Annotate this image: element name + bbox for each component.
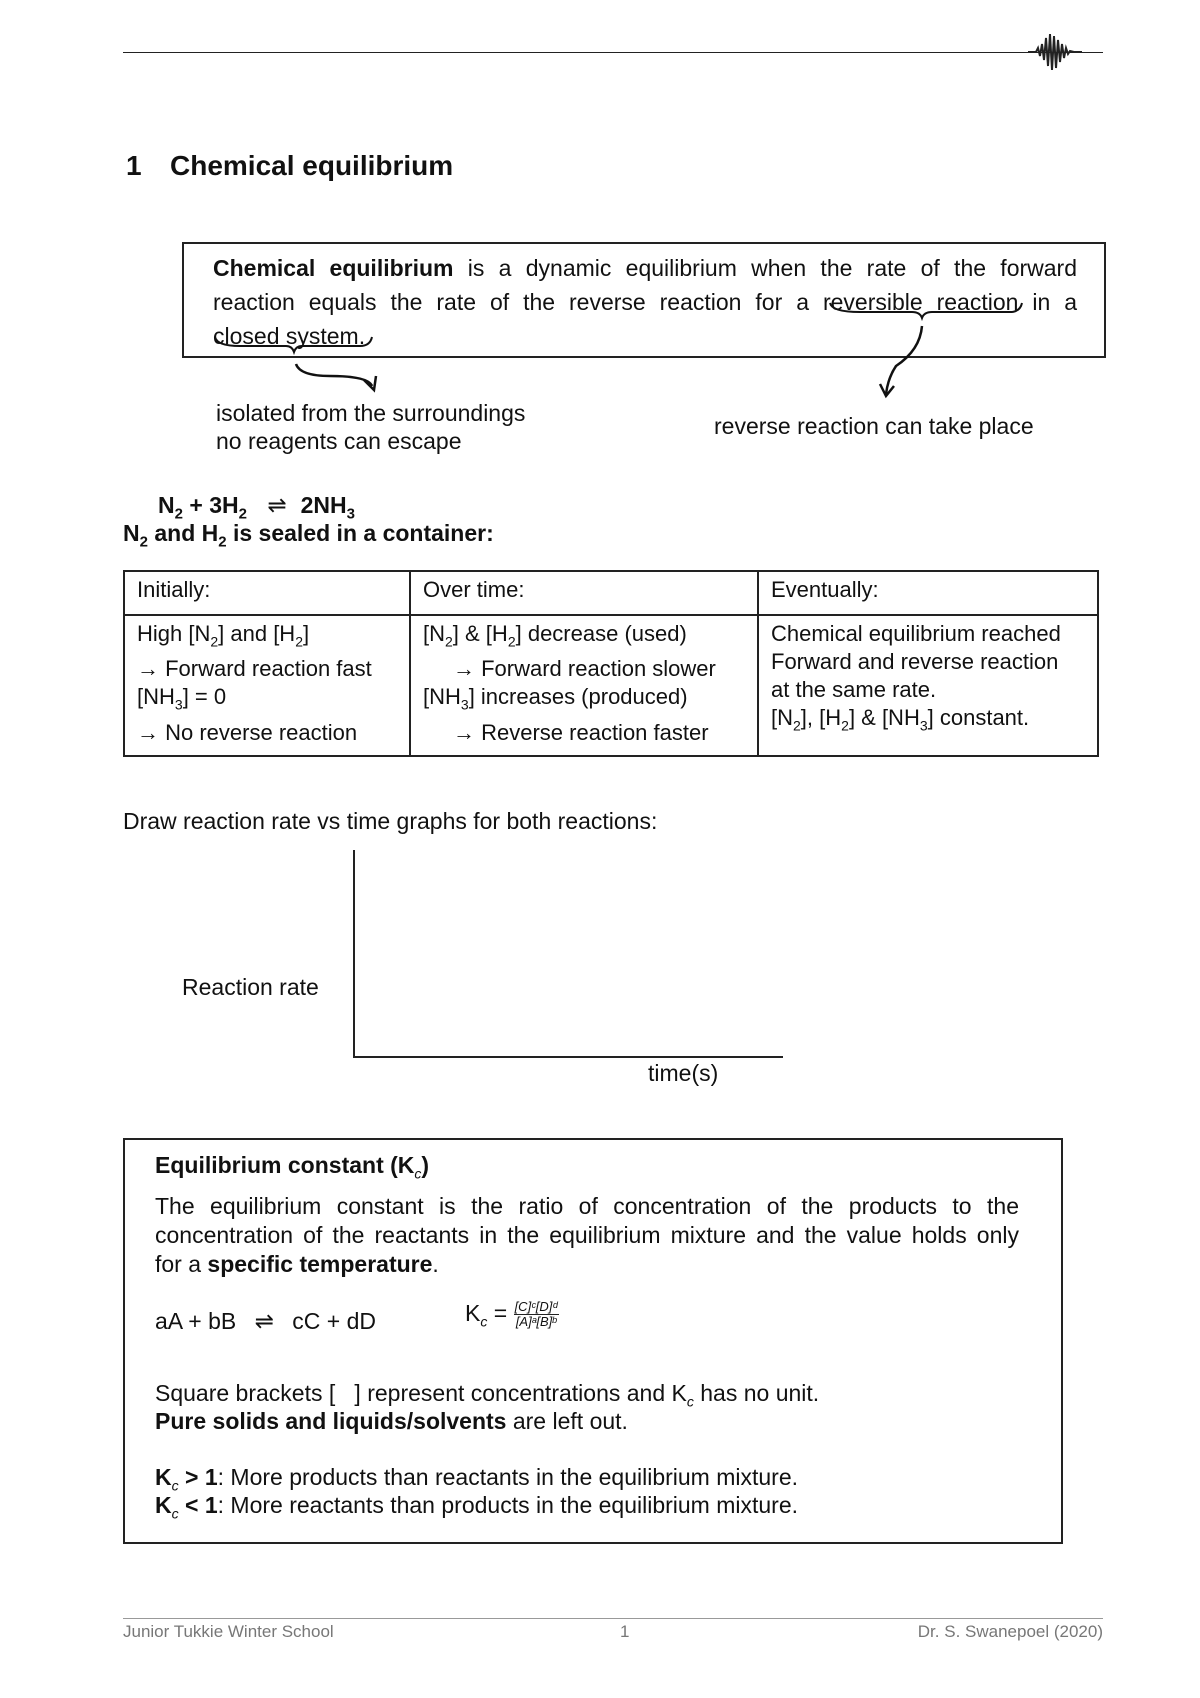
cell-line: at the same rate. [771,677,937,702]
closed-system-arrow-icon [296,364,372,386]
cell-line: Chemical equilibrium reached [771,621,1061,646]
eq-n-sub: 2 [174,505,183,523]
cell-line: $[NH_3]$ increases (produced) [423,684,688,713]
specific-temperature-term: specific temperature [207,1251,433,1277]
eq-product: 2NH [300,492,347,518]
cell-line: → No reverse reaction [137,719,358,745]
footer-page-number: 1 [620,1622,630,1641]
graph-x-label: time(s) [648,1060,719,1086]
brackets-note: Square brackets [ ] represent concentrations and $K_c$ has no unit. [155,1380,820,1410]
table-row [124,615,1098,756]
kc-fraction [514,1300,559,1329]
sealed-h-sub: 2 [218,533,227,551]
eq-n: N [158,492,175,518]
graph-y-axis [353,850,355,1058]
kc-less-note: $K_c < 1$: More reactants than products in the equilibrium mixture. [155,1492,799,1522]
kc-expression: $K_c$ = $\frac{\text{[C]ᶜ[D]ᵈ}}{\text{[A]ᵃ[B]ᵇ}}$ [465,1299,558,1330]
sealed-n-sub: 2 [139,533,148,551]
table-cell-initially [124,615,410,756]
cell-line: Forward and reverse reaction [771,649,1059,674]
cell-line: High $[N_2]$ and $[H_2]$ [137,621,310,650]
cell-line: → Forward reaction fast [137,656,372,682]
eq-product-sub: 3 [346,505,355,523]
table-header-cell: Initially: [124,571,410,615]
general-products: cC + dD [292,1308,377,1334]
kc-denominator: [A]ᵃ[B]ᵇ [515,1314,557,1330]
graph-x-axis [353,1056,783,1058]
footer-rule [123,1618,1103,1619]
sealed-statement [123,520,494,551]
definition-line-2-c: in a [1032,289,1078,315]
reversible-brace-icon [830,303,1022,318]
kc-def-line-3: for a specific temperature. [155,1251,439,1277]
kc-numerator: [C]ᶜ[D]ᵈ [514,1299,558,1315]
footer-right: Dr. S. Swanepoel (2020) [917,1622,1103,1641]
closed-system-term: closed system [213,323,359,349]
section-title: Chemical equilibrium [170,150,454,181]
reversible-note: reverse reaction can take place [714,413,1034,439]
annotation-arrows [0,0,1200,460]
reversible-arrow-icon [886,326,922,394]
graph-y-label: Reaction rate [182,974,319,1000]
kc-title: Equilibrium constant $(K_c)$ [155,1152,430,1182]
cell-line: → Reverse reaction faster [453,719,709,745]
table-header-row [124,571,1098,615]
footer-left: Junior Tukkie Winter School [123,1622,334,1641]
sealed-n: N [123,520,140,546]
kc-definition [155,1192,1019,1279]
section-number: 1 [126,150,142,181]
equilibrium-table [123,570,1099,757]
cell-line: → Forward reaction slower [453,656,716,682]
closed-system-note-2: no reagents can escape [216,428,462,454]
reversible-reaction-term: reversible reaction [822,289,1019,315]
general-equation [155,1308,376,1335]
kc-greater-note: $K_c > 1$: More products than reactants in the equilibrium mixture. [155,1464,799,1494]
definition-term: Chemical equilibrium [213,255,454,281]
definition-line-1-rest: is a dynamic equilibrium when the rate of the forward [467,255,1077,281]
table-cell-eventually [758,615,1098,756]
closed-system-brace-icon [215,337,372,352]
kc-def-line-2: concentration of the reactants in the equilibrium mixture and the value holds only [155,1222,1019,1248]
haber-equation [158,492,355,523]
eq-h-sub: 2 [238,505,247,523]
kc-def-line-1: The equilibrium constant is the ratio of concentration of the products to the [155,1193,1019,1219]
eq-h: 3H [209,492,239,518]
table-header-cell: Eventually: [758,571,1098,615]
equilibrium-arrow-icon: ⇌ [254,1308,274,1334]
cell-line: $[NH_3] = 0$ [137,684,227,713]
cell-line: $[N_2]$ & $[H_2]$ decrease (used) [423,621,687,650]
sealed-rest: is sealed in a container: [226,520,494,546]
general-reactants: aA + bB [155,1308,237,1334]
cell-line: $[N_2]$, $[H_2]$ & $[NH_3]$ constant. [771,705,1030,734]
equilibrium-arrow-icon: ⇌ [267,492,287,518]
table-cell-over-time [410,615,758,756]
pure-solids-note: Pure solids and liquids/solvents are left out. [155,1408,628,1434]
sealed-h: and H [147,520,219,546]
definition-period: . [358,323,366,349]
table-header-cell: Over time: [410,571,758,615]
graph-prompt: Draw reaction rate vs time graphs for both reactions: [123,808,658,834]
definition-line-2-a: reaction equals the rate of the reverse reaction for a [213,289,809,315]
eq-plus: + [182,492,210,518]
closed-system-note-1: isolated from the surroundings [216,400,526,426]
